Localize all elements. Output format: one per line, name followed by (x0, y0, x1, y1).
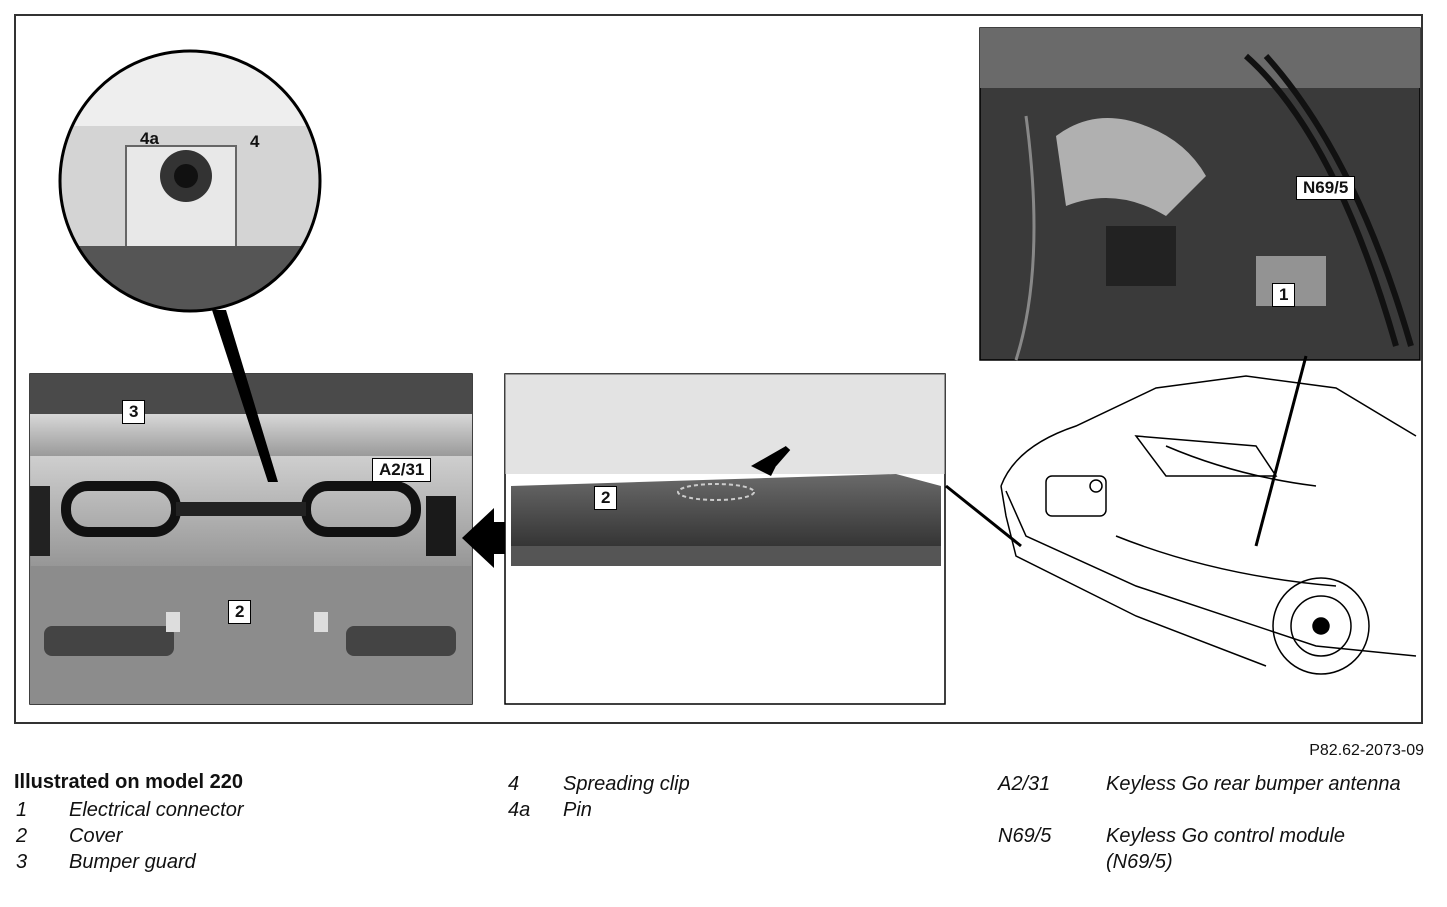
legend-key: A2/31 (998, 773, 1051, 795)
legend-item (16, 823, 456, 849)
callout-3: 3 (122, 400, 145, 424)
figure-code: P82.62-2073-09 (1309, 742, 1424, 759)
callout-4a: 4a (140, 129, 159, 148)
leader-line (1256, 356, 1306, 546)
legend-column-3 (998, 771, 1428, 875)
car-drawing (1001, 376, 1416, 674)
legend-desc: Electrical connector (69, 799, 244, 821)
legend-desc: Cover (69, 825, 123, 847)
legend-desc: Spreading clip (563, 773, 690, 795)
callout-n69-5: N69/5 (1296, 176, 1355, 200)
legend-item (16, 797, 456, 823)
legend-item (508, 771, 948, 797)
legend-item (16, 849, 456, 875)
callout-2-left: 2 (228, 600, 251, 624)
legend-key: 4a (508, 799, 531, 821)
legend-desc: Bumper guard (69, 851, 196, 873)
figure-frame (14, 14, 1423, 724)
legend-title: Illustrated on model 220 (14, 771, 243, 793)
legend-key: 4 (508, 773, 520, 795)
legend-key: 1 (16, 799, 28, 821)
legend-key: 2 (16, 825, 28, 847)
legend-column-1 (16, 797, 456, 875)
legend-desc: Keyless Go rear bumper antenna (1106, 773, 1401, 795)
callout-2-middle: 2 (594, 486, 617, 510)
middle-bumper-photo (505, 374, 945, 704)
leader-line (946, 486, 1021, 546)
callout-1: 1 (1272, 283, 1295, 307)
callout-a2-31: A2/31 (372, 458, 431, 482)
legend-key: 3 (16, 851, 28, 873)
legend-item (998, 771, 1428, 823)
legend-column-2 (508, 771, 948, 823)
legend-item (998, 823, 1428, 875)
legend-desc: Keyless Go control module (N69/5) (1106, 825, 1346, 873)
legend-item (508, 797, 948, 823)
callout-4: 4 (250, 132, 260, 151)
legend-key: N69/5 (998, 825, 1052, 847)
legend-desc: Pin (563, 799, 592, 821)
